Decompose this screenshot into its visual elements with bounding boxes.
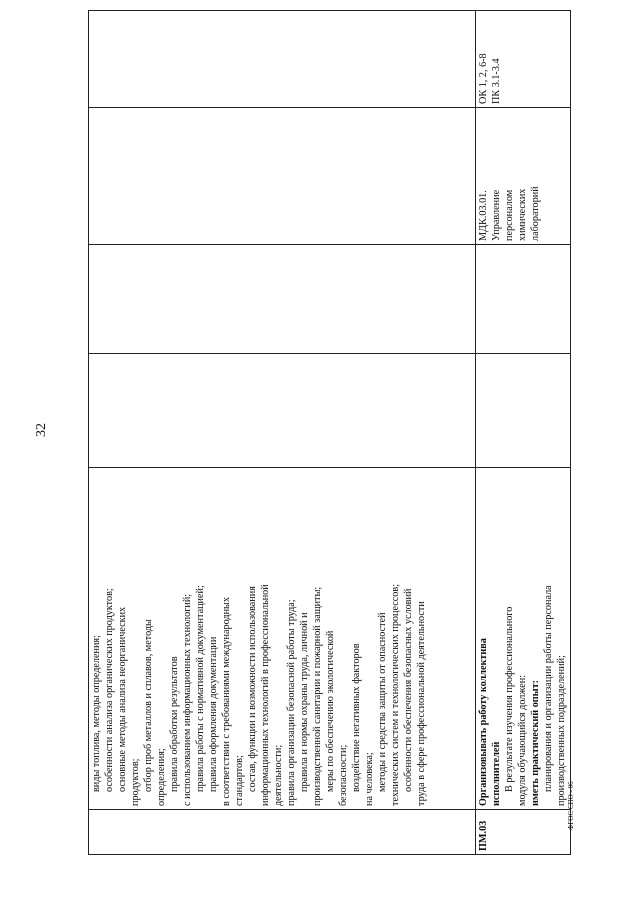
cell-knowledge-list [89, 468, 476, 810]
rotated-content [88, 37, 566, 855]
knowledge-line: производственной санитарии и пожарной защиты; [312, 586, 323, 806]
curriculum-table-frame [88, 37, 566, 855]
module-body-line: планирования и организации работы персонала [543, 585, 554, 792]
cell-hours-mandatory-empty [89, 245, 476, 354]
footer-label: ФГОС СПО - 06 [567, 781, 575, 830]
knowledge-line: воздействие негативных факторов [351, 643, 362, 792]
mdk-line: персоналом [504, 189, 515, 241]
knowledge-line: технических систем и технологических процессов; [390, 583, 401, 806]
cell-mdk-name [476, 108, 571, 245]
knowledge-line: безопасности; [338, 744, 349, 806]
knowledge-line: в соответствии с требованиями международных [221, 597, 232, 806]
knowledge-line: информационных технологий в профессиональной [260, 584, 271, 806]
knowledge-line: продуктов; [130, 758, 141, 806]
knowledge-line: основные методы анализа неорганических [117, 606, 128, 792]
cell-competencies-empty [89, 11, 476, 108]
knowledge-line: труда в сфере профессиональной деятельности [416, 601, 427, 806]
knowledge-line: правила обработки результатов [169, 656, 180, 792]
knowledge-line: правила оформления документации [208, 636, 219, 792]
knowledge-line: с использованием информационных технологий; [182, 593, 193, 806]
cell-hours-mandatory-empty [476, 245, 571, 354]
knowledge-line: виды топлива, методы определения; [91, 635, 102, 792]
module-title-line: Организовывать работу коллектива [478, 638, 489, 806]
knowledge-line: на человека; [364, 752, 375, 806]
knowledge-line: особенности анализа органических продуктов; [104, 588, 115, 792]
table-row-previous-continuation [89, 11, 476, 855]
knowledge-line: состав, функции и возможности использования [247, 586, 258, 792]
table-row-pm03 [476, 11, 571, 855]
module-body-line: иметь практический опыт: [530, 679, 541, 806]
cell-competency-codes [476, 11, 571, 108]
curriculum-table [88, 10, 571, 855]
cell-mdk-empty [89, 108, 476, 245]
knowledge-line: отбор проб металлов и сплавов, методы [143, 619, 154, 792]
mdk-line: химических [517, 188, 528, 241]
knowledge-line: определения; [156, 748, 167, 806]
knowledge-line: методы и средства защиты от опасностей [377, 612, 388, 792]
mdk-line: Управление [491, 189, 502, 241]
knowledge-line: стандартов; [234, 755, 245, 806]
knowledge-line: особенности обеспечения безопасных условий [403, 588, 414, 792]
mdk-line: лабораторий [530, 186, 541, 241]
module-body-line: В результате изучения профессионального [504, 606, 515, 792]
module-title-line: исполнителей [491, 741, 502, 806]
knowledge-line: меры по обеспечению экологической [325, 630, 336, 792]
cell-hours-total-empty [89, 354, 476, 468]
knowledge-line: деятельности; [273, 744, 284, 806]
module-body-line: модуля обучающийся должен: [517, 674, 528, 806]
cell-module-code: ПМ.03 [476, 810, 571, 855]
competency-line: ОК 1, 2, 6-8 [478, 53, 489, 104]
page-number: 32 [34, 423, 49, 437]
module-body-line: производственных подразделений; [556, 655, 567, 806]
mdk-line: МДК.03.01. [478, 190, 489, 241]
cell-module-description [476, 468, 571, 810]
cell-index-empty [89, 810, 476, 855]
knowledge-line: правила организации безопасной работы труда; [286, 599, 297, 806]
knowledge-line: правила работы с нормативной документацией; [195, 585, 206, 792]
knowledge-line: правила и нормы охраны труда, личной и [299, 612, 310, 792]
cell-hours-total-empty [476, 354, 571, 468]
competency-line: ПК 3.1-3.4 [491, 58, 502, 104]
